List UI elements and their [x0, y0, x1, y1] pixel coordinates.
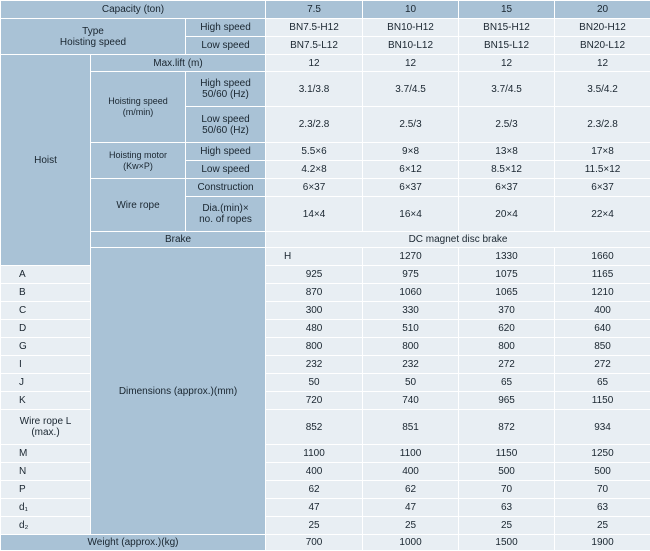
dimension-value: 1660: [555, 248, 650, 266]
dimension-key: [1, 410, 91, 445]
hoisting-speed-high-value: 3.1/3.8: [266, 72, 363, 107]
hoisting-motor-low-label: Low speed: [186, 161, 266, 179]
wire-rope-construction-row: [1, 179, 650, 197]
dimension-key: d₁: [1, 499, 91, 517]
wire-rope-construction-label: Construction: [186, 179, 266, 197]
wr-dia-line1: Dia.(min)×: [202, 203, 248, 214]
dimension-value: 1100: [266, 445, 363, 463]
weight-value: 1500: [459, 535, 555, 551]
hoisting-motor-low-value: 11.5×12: [555, 161, 650, 179]
wire-rope-dia-label: [186, 197, 266, 232]
dimension-key: M: [1, 445, 91, 463]
wire-rope-dia-value: 22×4: [555, 197, 650, 232]
brake-label: Brake: [91, 232, 266, 248]
dimension-value: 400: [555, 302, 650, 320]
type-high-row: [1, 19, 650, 37]
dimension-value: 1100: [363, 445, 459, 463]
hoisting-motor-high-value: 9×8: [363, 143, 459, 161]
hoisting-speed-high-value: 3.7/4.5: [363, 72, 459, 107]
hoisting-speed-low-value: 2.5/3: [363, 107, 459, 143]
dimension-key: d₂: [1, 517, 91, 535]
dimension-value: 47: [266, 499, 363, 517]
capacity-value: 10: [363, 1, 459, 19]
dimension-value: 1150: [555, 392, 650, 410]
dimension-value: 800: [363, 338, 459, 356]
type-label: [1, 19, 186, 55]
wire-rope-dia-value: 14×4: [266, 197, 363, 232]
dimension-value: 500: [459, 463, 555, 481]
dimension-value: 975: [363, 266, 459, 284]
max-lift-row: [1, 55, 650, 72]
dimension-key: P: [1, 481, 91, 499]
dimension-key: A: [1, 266, 91, 284]
max-lift-label: Max.lift (m): [91, 55, 266, 72]
hs-low-line1: Low speed: [201, 114, 249, 125]
dimension-value: 50: [266, 374, 363, 392]
dimension-value: 1065: [459, 284, 555, 302]
dimension-value: 965: [459, 392, 555, 410]
wire-rope-dia-value: 20×4: [459, 197, 555, 232]
type-low-speed-label: Low speed: [186, 37, 266, 55]
capacity-row: [1, 1, 650, 19]
dimensions-label: Dimensions (approx.)(mm): [91, 248, 266, 535]
dimension-value: 272: [459, 356, 555, 374]
hoisting-motor-low-value: 8.5×12: [459, 161, 555, 179]
dimension-key: J: [1, 374, 91, 392]
type-low-value: BN10-L12: [363, 37, 459, 55]
hoisting-speed-low-value: 2.5/3: [459, 107, 555, 143]
hoisting-motor-label-line1: Hoisting motor: [109, 150, 167, 160]
type-low-value: BN15-L12: [459, 37, 555, 55]
hoisting-speed-high-label: [186, 72, 266, 107]
dimension-value: 510: [363, 320, 459, 338]
dimension-value: 800: [266, 338, 363, 356]
type-high-value: BN10-H12: [363, 19, 459, 37]
dimension-value: 25: [555, 517, 650, 535]
hs-high-line2: 50/60 (Hz): [202, 89, 249, 100]
dimension-value: 70: [555, 481, 650, 499]
hoisting-speed-low-label: [186, 107, 266, 143]
dimension-key: N: [1, 463, 91, 481]
dimension-key: K: [1, 392, 91, 410]
dimension-value: 925: [266, 266, 363, 284]
hoisting-motor-high-value: 13×8: [459, 143, 555, 161]
brake-value: DC magnet disc brake: [266, 232, 650, 248]
dimension-key: C: [1, 302, 91, 320]
dimension-value: 25: [363, 517, 459, 535]
dimension-value: 1270: [363, 248, 459, 266]
dimension-value: 640: [555, 320, 650, 338]
capacity-value: 15: [459, 1, 555, 19]
wire-rope-construction-value: 6×37: [266, 179, 363, 197]
dimension-value: 47: [363, 499, 459, 517]
hoisting-motor-low-value: 6×12: [363, 161, 459, 179]
dimension-value: 1150: [459, 445, 555, 463]
hs-low-line2: 50/60 (Hz): [202, 125, 249, 136]
hoisting-speed-label: [91, 72, 186, 143]
dimension-value: 851: [363, 410, 459, 445]
type-high-value: BN7.5-H12: [266, 19, 363, 37]
dimension-value: 25: [266, 517, 363, 535]
dimension-value: 370: [459, 302, 555, 320]
dimension-row: [1, 248, 650, 266]
max-lift-value: 12: [459, 55, 555, 72]
dimension-value: 62: [266, 481, 363, 499]
type-high-value: BN20-H12: [555, 19, 650, 37]
wire-rope-construction-value: 6×37: [459, 179, 555, 197]
weight-value: 1000: [363, 535, 459, 551]
hoisting-motor-high-label: High speed: [186, 143, 266, 161]
hoist-label: Hoist: [1, 55, 91, 266]
capacity-label: Capacity (ton): [1, 1, 266, 19]
hoisting-motor-label-line2: (Kw×P): [123, 161, 153, 171]
dimension-value: 1330: [459, 248, 555, 266]
dimension-value: 720: [266, 392, 363, 410]
dimension-value: 272: [555, 356, 650, 374]
brake-row: [1, 232, 650, 248]
dimension-key: B: [1, 284, 91, 302]
dimension-value: 300: [266, 302, 363, 320]
weight-value: 1900: [555, 535, 650, 551]
weight-value: 700: [266, 535, 363, 551]
dimension-value: 1210: [555, 284, 650, 302]
dimension-value: 25: [459, 517, 555, 535]
dimension-value: 232: [363, 356, 459, 374]
dimension-value: 872: [459, 410, 555, 445]
dimension-value: 400: [266, 463, 363, 481]
wire-rope-dia-value: 16×4: [363, 197, 459, 232]
dimension-value: 480: [266, 320, 363, 338]
type-label-line2: Hoisting speed: [60, 37, 126, 48]
hs-high-line1: High speed: [200, 78, 251, 89]
capacity-value: 20: [555, 1, 650, 19]
hoisting-speed-high-value: 3.7/4.5: [459, 72, 555, 107]
type-label-line1: Type: [82, 26, 104, 37]
dimension-key: D: [1, 320, 91, 338]
dimension-value: 62: [363, 481, 459, 499]
hoisting-speed-low-value: 2.3/2.8: [555, 107, 650, 143]
wire-rope-construction-value: 6×37: [555, 179, 650, 197]
dimension-value: 400: [363, 463, 459, 481]
dimension-value: 70: [459, 481, 555, 499]
wire-rope-label: Wire rope: [91, 179, 186, 232]
dimension-key: G: [1, 338, 91, 356]
dimension-value: 1060: [363, 284, 459, 302]
type-low-value: BN20-L12: [555, 37, 650, 55]
max-lift-value: 12: [363, 55, 459, 72]
hoisting-motor-high-row: [1, 143, 650, 161]
capacity-value: 7.5: [266, 1, 363, 19]
wire-rope-construction-value: 6×37: [363, 179, 459, 197]
hoisting-speed-label-line2: (m/min): [123, 107, 154, 117]
hoisting-speed-high-value: 3.5/4.2: [555, 72, 650, 107]
hoisting-motor-high-value: 17×8: [555, 143, 650, 161]
weight-row: [1, 535, 650, 551]
hoisting-motor-low-value: 4.2×8: [266, 161, 363, 179]
dimension-value: 1075: [459, 266, 555, 284]
wr-dia-line2: no. of ropes: [199, 214, 252, 225]
hoisting-motor-high-value: 5.5×6: [266, 143, 363, 161]
dimension-value: 870: [266, 284, 363, 302]
dimension-value: 934: [555, 410, 650, 445]
dimension-value: 63: [459, 499, 555, 517]
type-low-value: BN7.5-L12: [266, 37, 363, 55]
wire-rope-l-line1: Wire rope L: [20, 416, 72, 427]
hoisting-speed-label-line1: Hoisting speed: [108, 96, 168, 106]
dimension-value: 852: [266, 410, 363, 445]
dimension-value: 65: [555, 374, 650, 392]
type-high-value: BN15-H12: [459, 19, 555, 37]
dimension-key: H: [266, 248, 363, 266]
wire-rope-l-line2: (max.): [31, 427, 59, 438]
weight-label: Weight (approx.)(kg): [1, 535, 266, 551]
dimension-value: 740: [363, 392, 459, 410]
dimension-value: 500: [555, 463, 650, 481]
dimension-value: 232: [266, 356, 363, 374]
dimension-value: 1250: [555, 445, 650, 463]
dimension-value: 800: [459, 338, 555, 356]
hoisting-speed-high-row: [1, 72, 650, 107]
dimension-value: 620: [459, 320, 555, 338]
hoisting-motor-label: [91, 143, 186, 179]
type-high-speed-label: High speed: [186, 19, 266, 37]
max-lift-value: 12: [266, 55, 363, 72]
dimension-value: 330: [363, 302, 459, 320]
dimension-value: 63: [555, 499, 650, 517]
dimension-value: 850: [555, 338, 650, 356]
dimension-value: 1165: [555, 266, 650, 284]
dimension-value: 65: [459, 374, 555, 392]
dimension-value: 50: [363, 374, 459, 392]
dimension-key: I: [1, 356, 91, 374]
hoisting-speed-low-value: 2.3/2.8: [266, 107, 363, 143]
max-lift-value: 12: [555, 55, 650, 72]
